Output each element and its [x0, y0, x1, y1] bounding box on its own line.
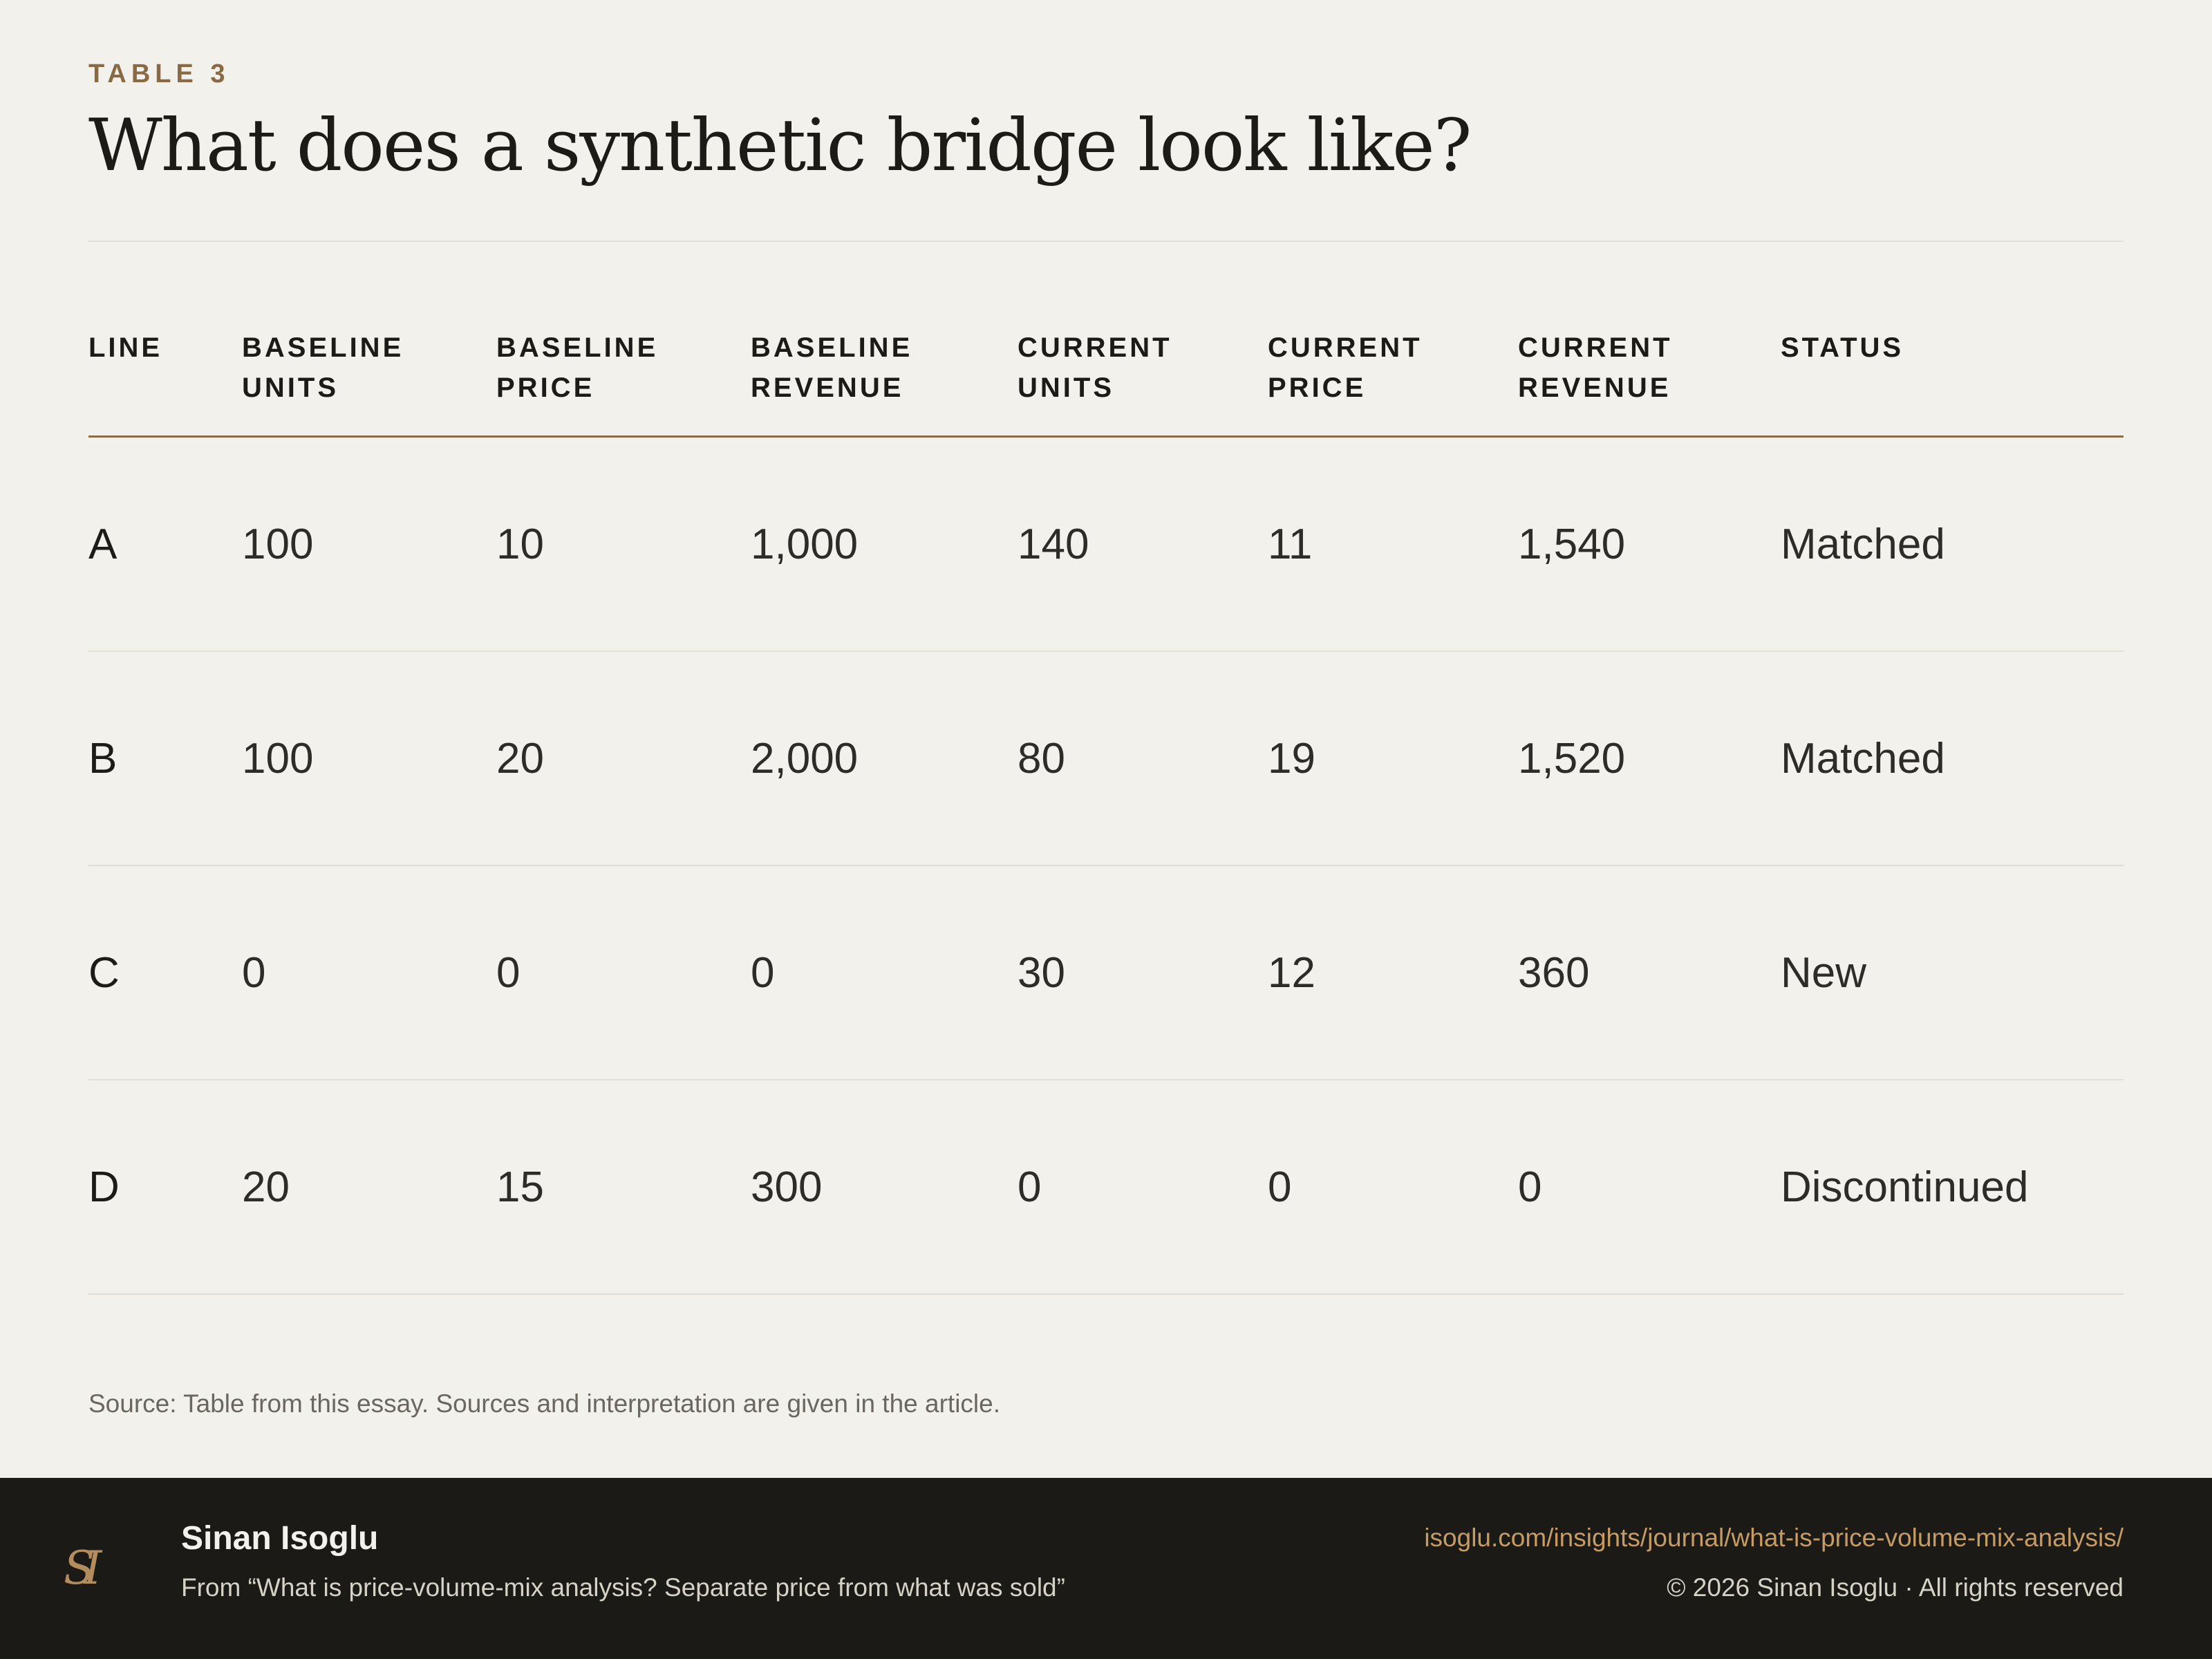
column-header-text: BASELINE: [496, 332, 659, 363]
column-header-line: [88, 328, 242, 437]
cell-line: A: [88, 437, 242, 652]
table-eyebrow: TABLE 3: [88, 59, 230, 88]
cell-line: D: [88, 1080, 242, 1294]
cell-current-units: 0: [1018, 1080, 1268, 1294]
cell-current-price: 12: [1268, 865, 1518, 1080]
cell-status: Matched: [1781, 437, 2124, 652]
cell-status: Discontinued: [1781, 1080, 2124, 1294]
column-header-text: PRICE: [496, 373, 595, 403]
cell-baseline-price: 20: [496, 651, 751, 865]
column-header-text: CURRENT: [1018, 332, 1172, 363]
title-divider: [88, 241, 2124, 242]
cell-current-revenue: 0: [1518, 1080, 1781, 1294]
column-header-text: LINE: [88, 332, 163, 363]
column-header-current-price: [1268, 328, 1518, 437]
cell-baseline-units: 100: [242, 651, 496, 865]
column-header-baseline-price: [496, 328, 751, 437]
column-header-baseline-units: [242, 328, 496, 437]
column-header-current-revenue: [1518, 328, 1781, 437]
cell-baseline-price: 10: [496, 437, 751, 652]
column-header-text: BASELINE: [242, 332, 404, 363]
cell-baseline-price: 0: [496, 865, 751, 1080]
cell-status: New: [1781, 865, 2124, 1080]
cell-line: C: [88, 865, 242, 1080]
copyright-notice: © 2026 Sinan Isoglu · All rights reserved: [1667, 1573, 2124, 1602]
bridge-table: [88, 328, 2124, 1295]
cell-line: B: [88, 651, 242, 865]
cell-baseline-units: 0: [242, 865, 496, 1080]
cell-current-revenue: 360: [1518, 865, 1781, 1080]
cell-baseline-revenue: 1,000: [751, 437, 1018, 652]
cell-baseline-revenue: 0: [751, 865, 1018, 1080]
column-header-text: BASELINE: [751, 332, 913, 363]
cell-current-price: 0: [1268, 1080, 1518, 1294]
column-header-text: STATUS: [1781, 332, 1904, 363]
cell-baseline-price: 15: [496, 1080, 751, 1294]
table-row: [88, 1080, 2124, 1294]
column-header-baseline-revenue: [751, 328, 1018, 437]
table-row: [88, 437, 2124, 652]
cell-baseline-units: 100: [242, 437, 496, 652]
column-header-text: REVENUE: [751, 373, 904, 403]
cell-current-units: 140: [1018, 437, 1268, 652]
column-header-text: REVENUE: [1518, 373, 1671, 403]
author-name: Sinan Isoglu: [181, 1520, 379, 1557]
table-row: [88, 865, 2124, 1080]
table-header-row: [88, 328, 2124, 437]
cell-current-units: 80: [1018, 651, 1268, 865]
cell-current-price: 19: [1268, 651, 1518, 865]
cell-status: Matched: [1781, 651, 2124, 865]
article-url-link[interactable]: isoglu.com/insights/journal/what-is-price-volume-mix-analysis/: [1424, 1524, 2124, 1552]
cell-current-price: 11: [1268, 437, 1518, 652]
monogram-logo: SI: [64, 1541, 91, 1595]
article-reference: From “What is price-volume-mix analysis? Separate price from what was sold”: [181, 1573, 1065, 1602]
column-header-status: [1781, 328, 2124, 437]
column-header-text: CURRENT: [1518, 332, 1673, 363]
cell-current-units: 30: [1018, 865, 1268, 1080]
cell-baseline-revenue: 300: [751, 1080, 1018, 1294]
column-header-current-units: [1018, 328, 1268, 437]
column-header-text: UNITS: [242, 373, 339, 403]
cell-current-revenue: 1,520: [1518, 651, 1781, 865]
table-row: [88, 651, 2124, 865]
column-header-text: PRICE: [1268, 373, 1367, 403]
cell-baseline-revenue: 2,000: [751, 651, 1018, 865]
source-note: Source: Table from this essay. Sources and interpretation are given in the article.: [88, 1389, 1000, 1418]
column-header-text: CURRENT: [1268, 332, 1423, 363]
column-header-text: UNITS: [1018, 373, 1114, 403]
footer: [0, 1478, 2212, 1659]
cell-baseline-units: 20: [242, 1080, 496, 1294]
cell-current-revenue: 1,540: [1518, 437, 1781, 652]
page-title: What does a synthetic bridge look like?: [88, 103, 1471, 187]
